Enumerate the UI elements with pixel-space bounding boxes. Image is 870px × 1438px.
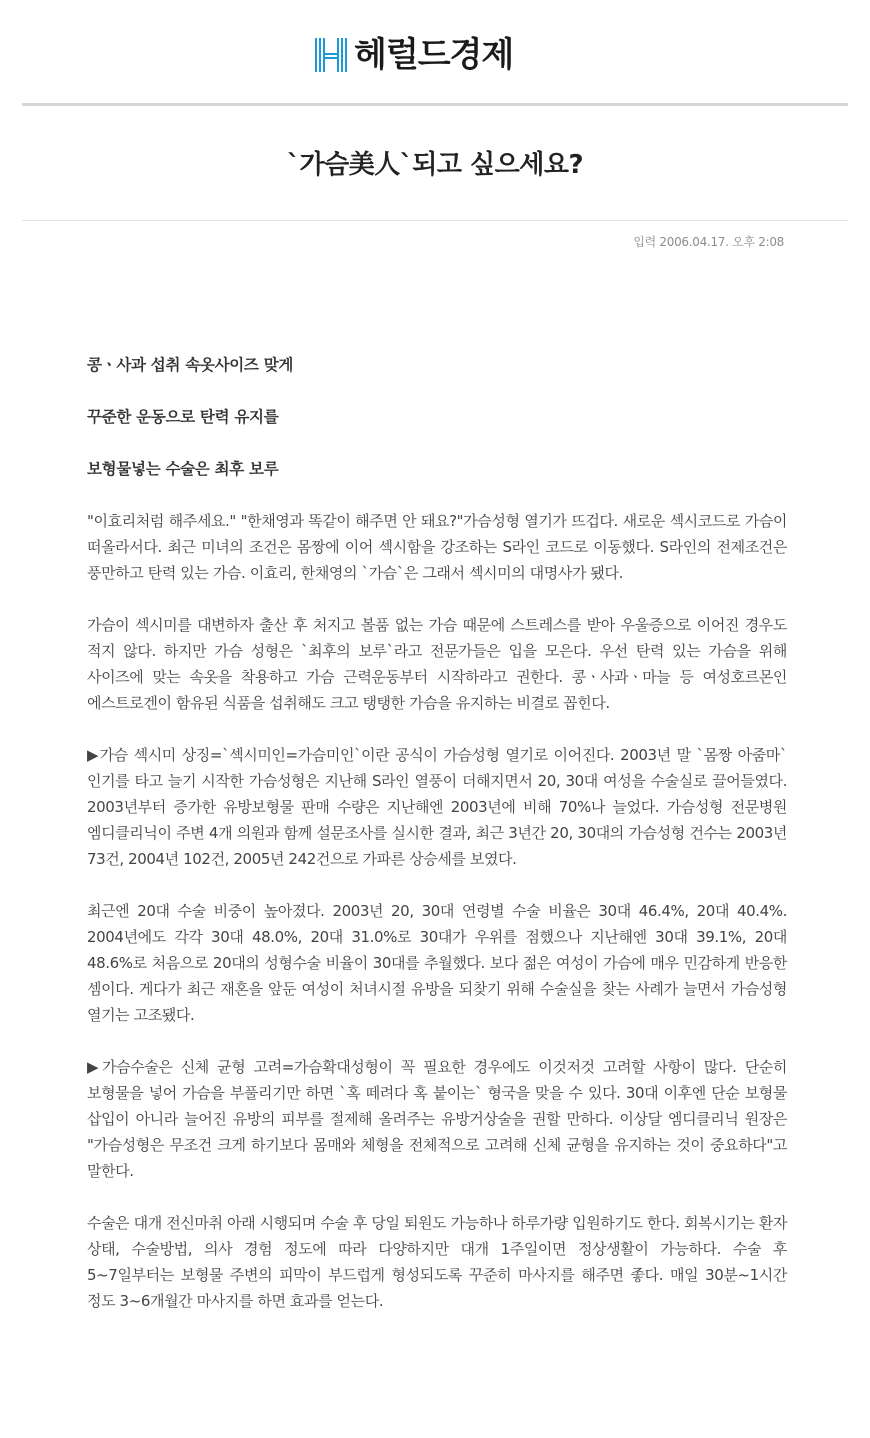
article-paragraph: 최근엔 20대 수술 비중이 높아졌다. 2003년 20, 30대 연령별 수술 비율은 30대 46.4%, 20대 40.4%. 2004년에도 각각 30대 48.0%, 20대 31.0%로 30대가 우위를 점했으나 지난해엔 30대 39.1%, 20대 48.6%로 처음으로 20대의 성형수술 비율이 30대를 추월했다. 보다 젊은 여성이 가슴에 매우 민감하게 반응한 셈이다. 게다가 최근 재혼을 앞둔 여성이 처녀시절 유방을 되찾기 위해 수술실을 찾는 사례가 늘면서 가슴성형 열기는 고조됐다.: [87, 902, 787, 1024]
article-paragraph: ▶가슴 섹시미 상징=`섹시미인=가슴미인`이란 공식이 가슴성형 열기로 이어진다. 2003년 말 `몸짱 아줌마` 인기를 타고 늘기 시작한 가슴성형은 지난해 S라인 열풍이 더해지면서 20, 30대 여성을 수술실로 끌어들였다. 2003년부터 증가한 유방보형물 판매 수량은 지난해엔 2003년에 비해 70%나 늘었다. 가슴성형 전문병원 엠디클리닉이 주변 4개 의원과 함께 설문조사를 실시한 결과, 최근 3년간 20, 30대의 가슴성형 건수는 2003년 73건, 2004년 102건, 2005년 242건으로 가파른 상승세를 보였다.: [87, 746, 787, 868]
article-body: [87, 352, 787, 1340]
article-paragraph: "이효리처럼 해주세요." "한채영과 똑같이 해주면 안 돼요?"가슴성형 열기가 뜨겁다. 새로운 섹시코드로 가슴이 떠올라서다. 최근 미녀의 조건은 몸짱에 이어 섹시함을 강조하는 S라인 코드로 이동했다. S라인의 전제조건은 풍만하고 탄력 있는 가슴. 이효리, 한채영의 `가슴`은 그래서 섹시미의 대명사가 됐다.: [87, 512, 787, 582]
article-subhead: 보형물넣는 수술은 최후 보루: [87, 460, 279, 478]
site-header: [0, 0, 870, 108]
logo[interactable]: [314, 36, 513, 74]
article-date: 입력 2006.04.17. 오후 2:08: [633, 235, 784, 249]
logo-text: 헤럴드경제: [354, 35, 514, 75]
header-divider: [22, 103, 848, 106]
title-divider: [22, 220, 848, 221]
article-paragraph: 가슴이 섹시미를 대변하자 출산 후 처지고 볼품 없는 가슴 때문에 스트레스를 받아 우울증으로 이어진 경우도 적지 않다. 하지만 가슴 성형은 `최후의 보루`라고 전문가들은 입을 모은다. 우선 탄력 있는 가슴을 위해 사이즈에 맞는 속옷을 착용하고 가슴 근력운동부터 시작하라고 권한다. 콩ㆍ사과ㆍ마늘 등 여성호르몬인 에스트로겐이 함유된 식품을 섭취해도 크고 탱탱한 가슴을 유지하는 비결로 꼽힌다.: [87, 616, 787, 712]
article-subhead: 콩ㆍ사과 섭취 속옷사이즈 맞게: [87, 356, 294, 374]
herald-logo-icon: [314, 37, 348, 73]
article-subhead: 꾸준한 운동으로 탄력 유지를: [87, 408, 279, 426]
article-paragraph: ▶가슴수술은 신체 균형 고려=가슴확대성형이 꼭 필요한 경우에도 이것저것 고려할 사항이 많다. 단순히 보형물을 넣어 가슴을 부풀리기만 하면 `혹 떼려다 혹 붙이는` 형국을 맞을 수 있다. 30대 이후엔 단순 보형물 삽입이 아니라 늘어진 유방의 피부를 절제해 올려주는 유방거상술을 권할 만하다. 이상달 엠디클리닉 원장은 "가슴성형은 무조건 크게 하기보다 몸매와 체형을 전체적으로 고려해 신체 균형을 유지하는 것이 중요하다"고 말한다.: [87, 1058, 787, 1180]
article-title: `가슴美人`되고 싶으세요?: [286, 150, 584, 180]
article-paragraph: 수술은 대개 전신마취 아래 시행되며 수술 후 당일 퇴원도 가능하나 하루가량 입원하기도 한다. 회복시기는 환자 상태, 수술방법, 의사 경험 정도에 따라 다양하지만 대개 1주일이면 정상생활이 가능하다. 수술 후 5~7일부터는 보형물 주변의 피막이 부드럽게 형성되도록 꾸준히 마사지를 해주면 좋다. 매일 30분~1시간 정도 3~6개월간 마사지를 하면 효과를 얻는다.: [87, 1214, 787, 1310]
